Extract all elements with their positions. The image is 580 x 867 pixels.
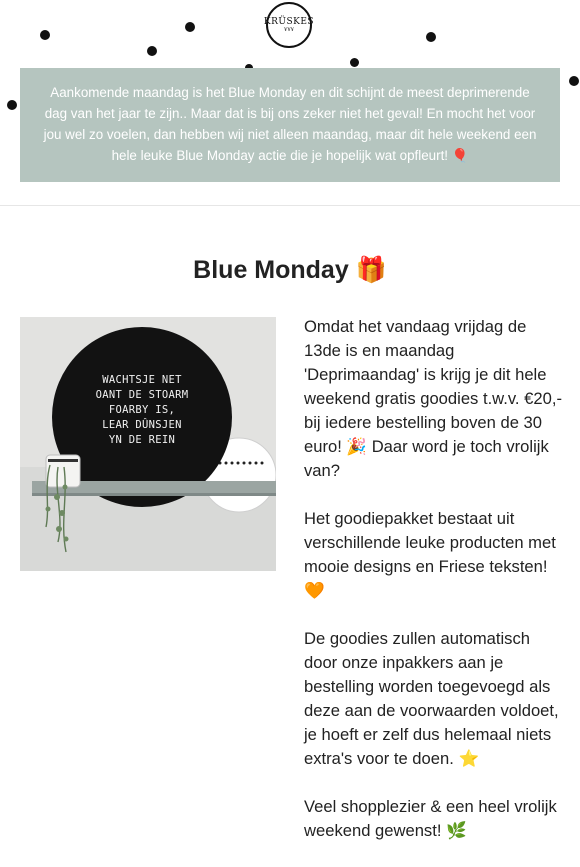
product-photo bbox=[20, 317, 276, 571]
confetti-dot bbox=[569, 76, 579, 86]
confetti-dot bbox=[350, 58, 359, 67]
confetti-dot bbox=[147, 46, 157, 56]
photo-quote-line: OANT DE STOARM bbox=[95, 389, 189, 401]
photo-quote bbox=[70, 373, 214, 448]
body-text bbox=[304, 315, 566, 867]
paragraph-promo: Omdat het vandaag vrijdag de 13de is en maandag 'Deprimaandag' is krijg je dit hele weekend gratis goodies t.w.v. €20,- bij iedere bestelling boven de 30 euro! 🎉 Daar word je toch vrolijk van? bbox=[304, 317, 562, 480]
paragraph-closing: Veel shopplezier & een heel vrolijk weekend gewenst! 🌿 bbox=[304, 797, 557, 840]
photo-quote-line: LEAR DÛNSJEN bbox=[102, 419, 182, 431]
banner-text: Aankomende maandag is het Blue Monday en dit schijnt de meest deprimerende dag van het jaar te zijn.. Maar dat is bij ons zeker niet het geval! En mocht het voor jou wel zo voelen, dan hebben wij niet alleen maandag, maar dit hele weekend een hele leuke Blue Monday actie die je hopelijk wat opfleurt! 🎈 bbox=[43, 85, 537, 163]
announcement-banner bbox=[20, 68, 560, 182]
logo-sub-mark: ҰҰҰ bbox=[284, 27, 294, 33]
section-divider bbox=[0, 205, 580, 206]
photo-quote-line: FOARBY IS, bbox=[108, 404, 176, 416]
confetti-dot bbox=[426, 32, 436, 42]
paragraph-conditions: De goodies zullen automatisch door onze inpakkers aan je bestelling worden toegevoegd als deze aan de voorwaarden voldoet, je hoeft er zelf dus helemaal niets extra's voor te doen. ⭐ bbox=[304, 629, 559, 768]
kruskes-logo[interactable] bbox=[263, 2, 315, 48]
photo-quote-line: WACHTSJE NET bbox=[102, 374, 182, 386]
paragraph-goodies: Het goodiepakket bestaat uit verschillende leuke producten met mooie designs en Friese teksten! 🧡 bbox=[304, 509, 556, 600]
confetti-dot bbox=[7, 100, 17, 110]
confetti-dot bbox=[40, 30, 50, 40]
confetti-dot bbox=[185, 22, 195, 32]
page-title: Blue Monday 🎁 bbox=[193, 256, 387, 284]
logo-text: KRÜSKES bbox=[263, 17, 315, 27]
photo-quote-line: YN DE REIN bbox=[108, 434, 176, 446]
email-header bbox=[0, 0, 580, 205]
